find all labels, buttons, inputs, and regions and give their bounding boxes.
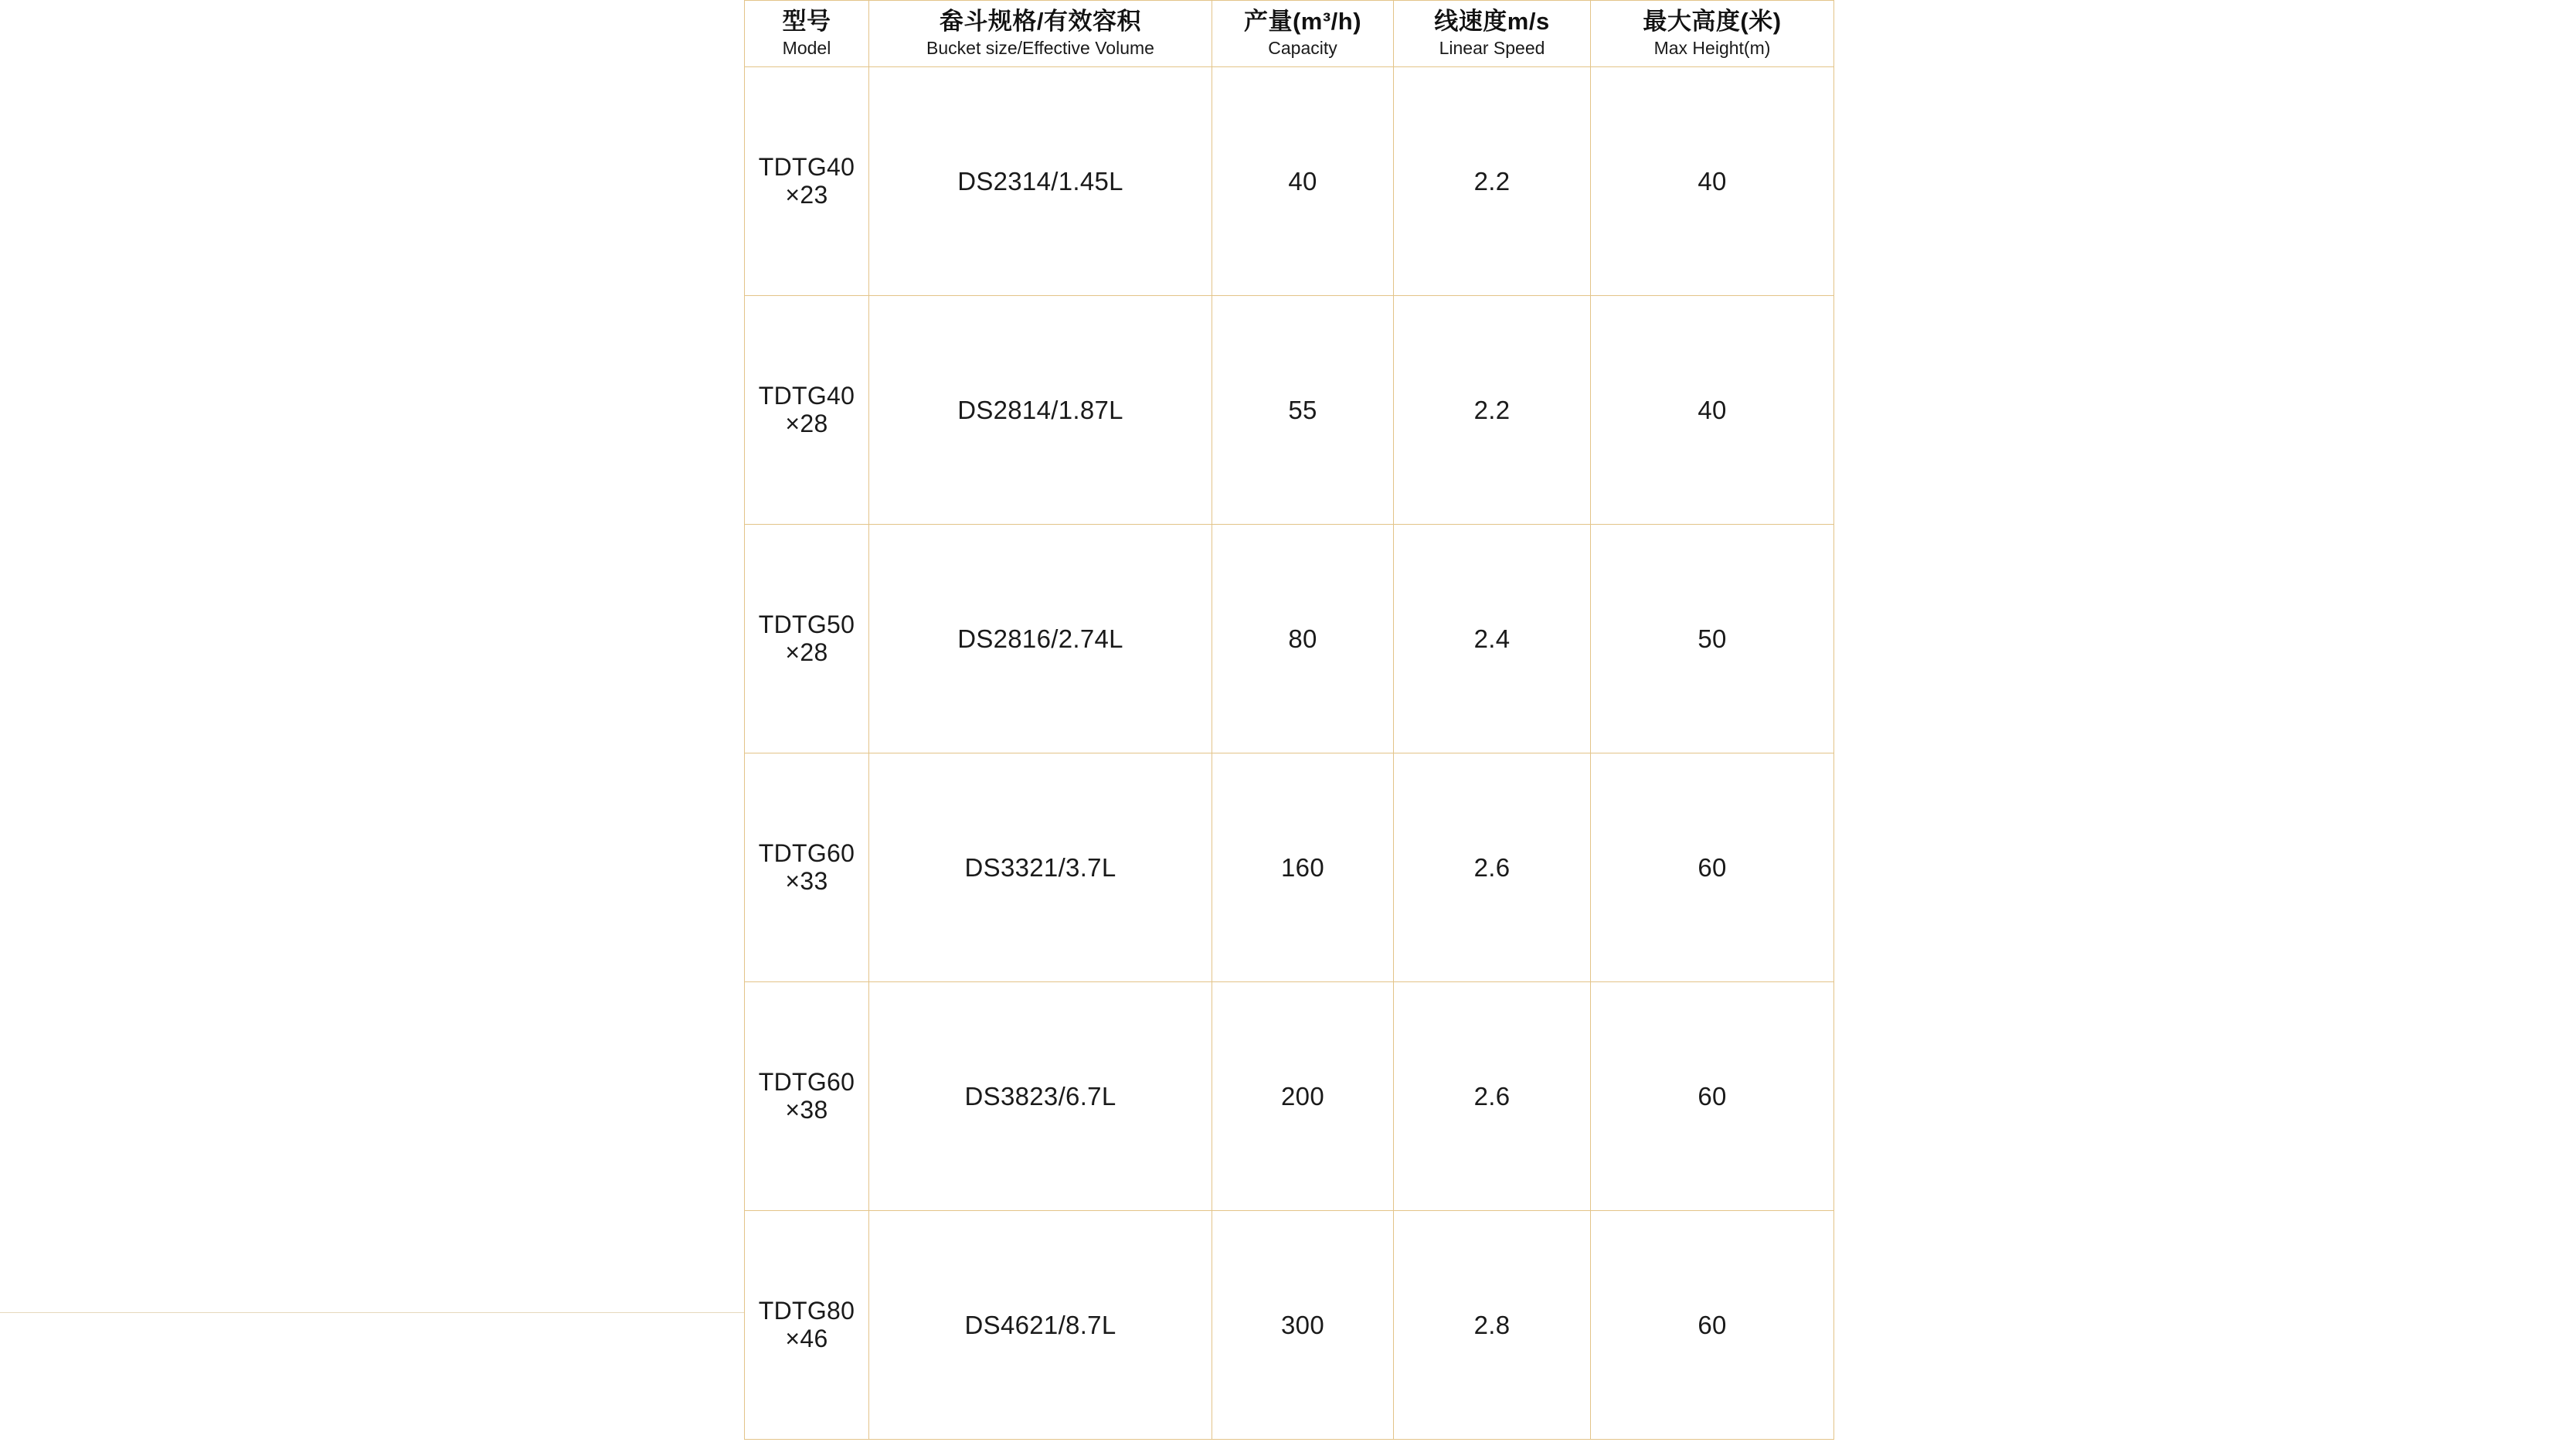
column-header-max-height-en: Max Height(m)	[1653, 38, 1771, 59]
cell-max-height: 60	[1591, 1211, 1834, 1440]
column-header-capacity-en: Capacity	[1268, 38, 1337, 59]
cell-linear-speed: 2.4	[1394, 525, 1591, 753]
cell-bucket-size: DS2814/1.87L	[869, 296, 1212, 525]
table-row	[745, 67, 1834, 296]
cell-linear-speed: 2.2	[1394, 67, 1591, 296]
cell-bucket-size: DS3823/6.7L	[869, 982, 1212, 1211]
cell-capacity: 80	[1212, 525, 1394, 753]
table-header-row	[745, 1, 1834, 67]
column-header-linear-speed-en: Linear Speed	[1439, 38, 1545, 59]
cell-max-height: 50	[1591, 525, 1834, 753]
table-body	[745, 67, 1834, 1440]
column-header-capacity	[1212, 1, 1394, 67]
table-row	[745, 1211, 1834, 1440]
column-header-linear-speed	[1394, 1, 1591, 67]
cell-capacity: 160	[1212, 753, 1394, 982]
cell-model: TDTG60 ×33	[745, 753, 869, 982]
cell-model: TDTG40 ×23	[745, 67, 869, 296]
table-row	[745, 296, 1834, 525]
table-row	[745, 753, 1834, 982]
specification-table	[744, 0, 1834, 1440]
cell-linear-speed: 2.6	[1394, 753, 1591, 982]
column-header-max-height-cn: 最大高度(米)	[1643, 7, 1782, 35]
cell-capacity: 55	[1212, 296, 1394, 525]
cell-capacity: 200	[1212, 982, 1394, 1211]
column-header-model-en: Model	[782, 38, 831, 59]
column-header-max-height	[1591, 1, 1834, 67]
cell-model: TDTG50 ×28	[745, 525, 869, 753]
cell-max-height: 40	[1591, 67, 1834, 296]
cell-bucket-size: DS2314/1.45L	[869, 67, 1212, 296]
column-header-model	[745, 1, 869, 67]
cell-max-height: 40	[1591, 296, 1834, 525]
cell-max-height: 60	[1591, 753, 1834, 982]
table-row	[745, 982, 1834, 1211]
column-header-model-cn: 型号	[782, 7, 831, 35]
cell-model: TDTG80 ×46	[745, 1211, 869, 1440]
column-header-capacity-cn: 产量(m³/h)	[1243, 7, 1362, 35]
column-header-bucket-size-cn: 畚斗规格/有效容积	[939, 7, 1142, 35]
table-header	[745, 1, 1834, 67]
column-header-bucket-size	[869, 1, 1212, 67]
cell-bucket-size: DS2816/2.74L	[869, 525, 1212, 753]
cell-bucket-size: DS4621/8.7L	[869, 1211, 1212, 1440]
cell-capacity: 40	[1212, 67, 1394, 296]
cell-capacity: 300	[1212, 1211, 1394, 1440]
cell-linear-speed: 2.2	[1394, 296, 1591, 525]
cell-model: TDTG40 ×28	[745, 296, 869, 525]
cell-linear-speed: 2.8	[1394, 1211, 1591, 1440]
cell-bucket-size: DS3321/3.7L	[869, 753, 1212, 982]
column-header-bucket-size-en: Bucket size/Effective Volume	[926, 38, 1154, 59]
table-row	[745, 525, 1834, 753]
cell-max-height: 60	[1591, 982, 1834, 1211]
specification-table-container	[744, 0, 1833, 1440]
cell-linear-speed: 2.6	[1394, 982, 1591, 1211]
cell-model: TDTG60 ×38	[745, 982, 869, 1211]
column-header-linear-speed-cn: 线速度m/s	[1434, 7, 1550, 35]
